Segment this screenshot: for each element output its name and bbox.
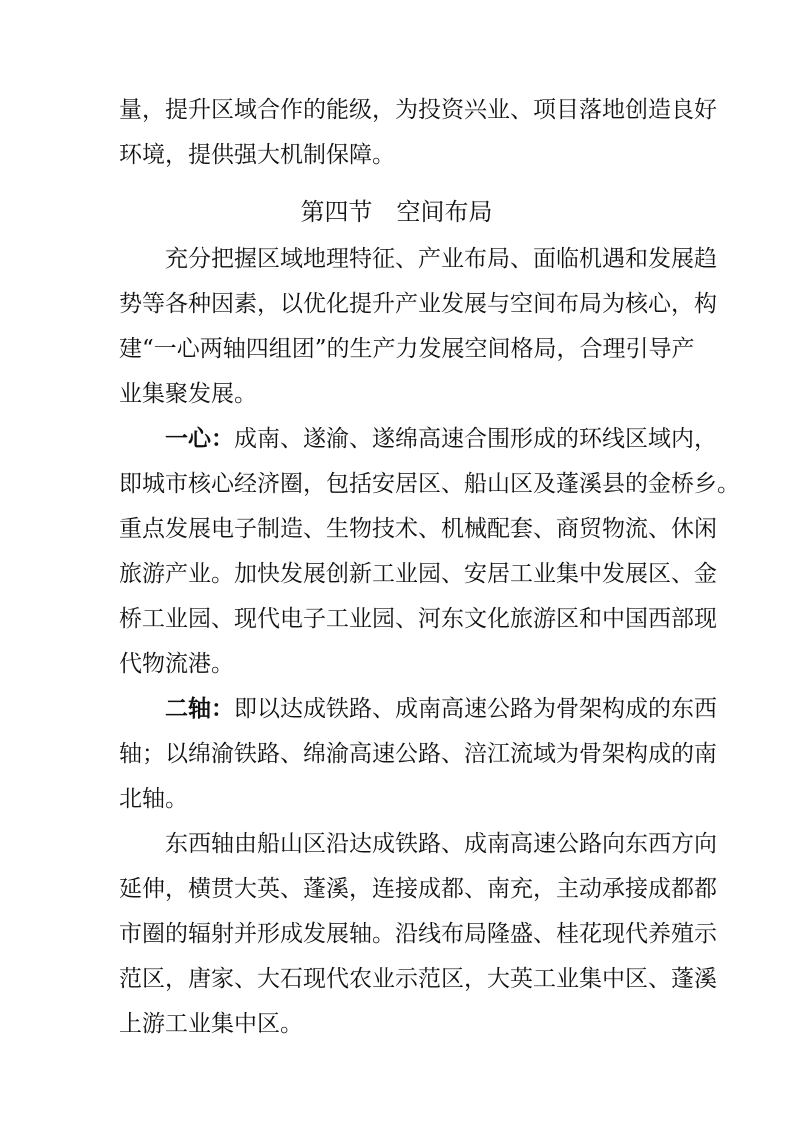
paragraph-line: 上游工业集中区。 bbox=[119, 1011, 303, 1037]
paragraph-line: 充分把握区域地理特征、产业布局、面临机遇和发展趋 bbox=[165, 246, 717, 272]
paragraph-line-one-center bbox=[165, 424, 717, 454]
paragraph-line: 势等各种因素，以优化提升产业发展与空间布局为核心，构 bbox=[119, 291, 717, 317]
paragraph-line-two-axes bbox=[165, 694, 717, 724]
paragraph-line: 桥工业园、现代电子工业园、河东文化旅游区和中国西部现 bbox=[119, 606, 717, 632]
one-center-text: 成南、遂渝、遂绵高速合围形成的环线区域内， bbox=[234, 426, 717, 452]
paragraph-line: 范区，唐家、大石现代农业示范区，大英工业集中区、蓬溪 bbox=[119, 966, 717, 992]
paragraph-line: 即城市核心经济圈，包括安居区、船山区及蓬溪县的金桥乡。 bbox=[119, 471, 740, 497]
paragraph-line: 旅游产业。加快发展创新工业园、安居工业集中发展区、金 bbox=[119, 561, 717, 587]
section-heading: 第四节 空间布局 bbox=[300, 198, 493, 226]
paragraph-line: 环境，提供强大机制保障。 bbox=[119, 142, 395, 168]
paragraph-line: 重点发展电子制造、生物技术、机械配套、商贸物流、休闲 bbox=[119, 516, 717, 542]
paragraph-line: 业集聚发展。 bbox=[119, 381, 257, 407]
two-axes-label: 二轴： bbox=[165, 695, 234, 722]
one-center-label: 一心： bbox=[165, 425, 234, 452]
paragraph-line: 建“一心两轴四组团”的生产力发展空间格局，合理引导产 bbox=[119, 336, 695, 362]
paragraph-line: 北轴。 bbox=[119, 786, 188, 812]
paragraph-line: 轴；以绵渝铁路、绵渝高速公路、涪江流域为骨架构成的南 bbox=[119, 741, 717, 767]
paragraph-line: 延伸，横贯大英、蓬溪，连接成都、南充，主动承接成都都 bbox=[119, 876, 717, 902]
paragraph-line: 东西轴由船山区沿达成铁路、成南高速公路向东西方向 bbox=[165, 831, 717, 857]
paragraph-line: 市圈的辐射并形成发展轴。沿线布局隆盛、桂花现代养殖示 bbox=[119, 921, 717, 947]
paragraph-line: 代物流港。 bbox=[119, 651, 234, 677]
paragraph-line: 量，提升区域合作的能级，为投资兴业、项目落地创造良好 bbox=[119, 97, 717, 123]
two-axes-text: 即以达成铁路、成南高速公路为骨架构成的东西 bbox=[234, 696, 717, 722]
